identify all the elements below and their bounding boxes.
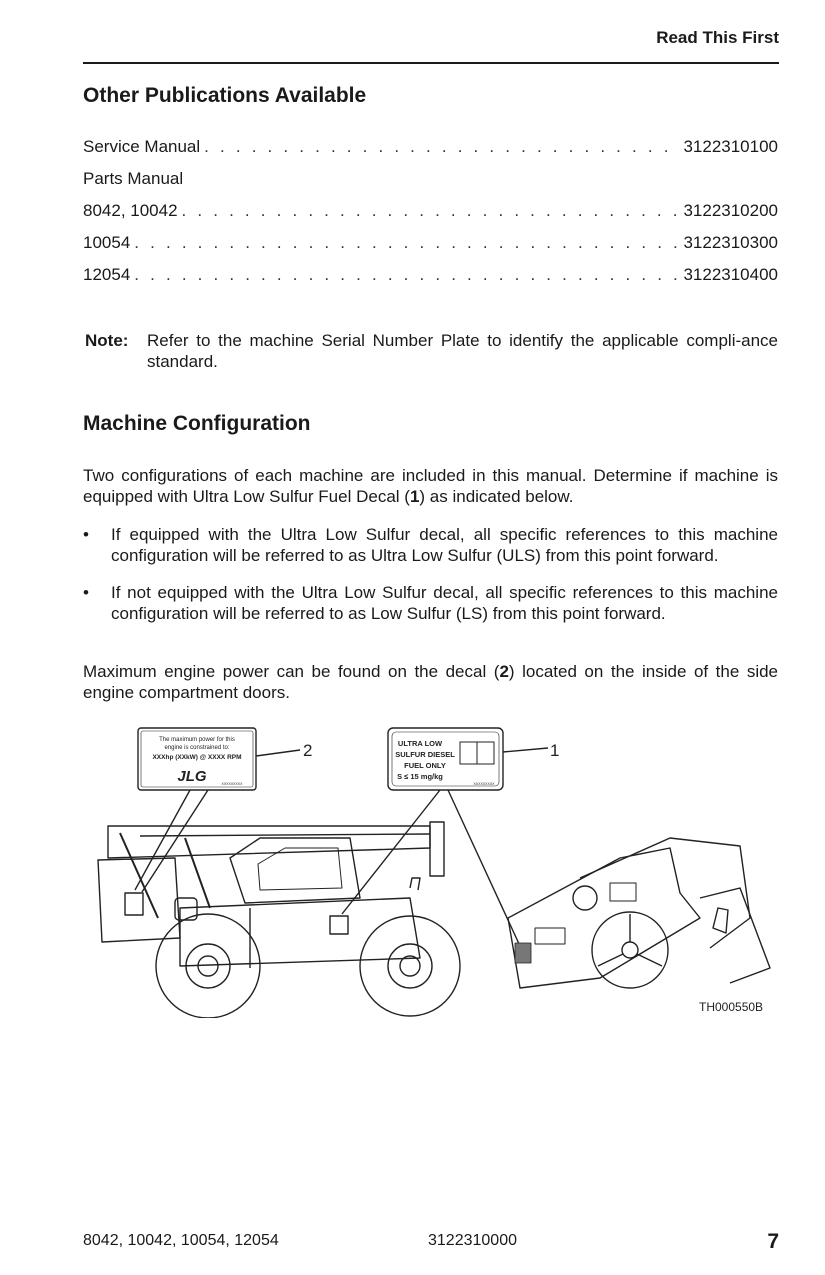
pub-row-parts-12054	[83, 265, 778, 289]
fuel-decal-line2: SULFUR DIESEL	[395, 750, 455, 759]
engine-power-paragraph	[83, 662, 778, 703]
bullet-text: If not equipped with the Ultra Low Sulfur decal, all specific references to this machine configuration will be referred to as Low Sulfur (LS) from this point forward.	[111, 583, 778, 623]
power-end: ) located on the inside of the side engine compartment doors.	[83, 662, 779, 702]
dot-leader	[134, 265, 679, 285]
header-rule	[83, 62, 779, 64]
bullet-ls	[83, 583, 778, 624]
power-decal-line2: engine is constrained to:	[164, 745, 230, 751]
pub-row-service	[83, 137, 778, 161]
pub-name: 8042, 10042	[83, 201, 178, 220]
intro-text: Two configurations of each machine are included in this manual. Determine if machine is equipped with Ultra Low Sulfur Fuel Decal (	[83, 466, 778, 506]
page-number: 7	[767, 1230, 779, 1253]
dot-leader	[134, 233, 679, 253]
machine-decal-figure	[80, 718, 780, 1018]
intro-ref: 1	[409, 486, 420, 506]
configuration-title: Machine Configuration	[83, 412, 311, 435]
front-wheel	[360, 916, 460, 1016]
note-text: Refer to the machine Serial Number Plate to identify the applicable compli-ance standard.	[147, 331, 778, 371]
bullet-mark: •	[83, 583, 89, 602]
pub-row-parts-10054	[83, 233, 778, 257]
pub-number: 3122310400	[683, 265, 778, 284]
parts-manual-heading: Parts Manual	[83, 169, 184, 188]
callout-1: 1	[550, 741, 560, 760]
fuel-decal-line4: S ≤ 15 mg/kg	[397, 772, 443, 781]
power-decal-line3: XXXhp (XXkW) @ XXXX RPM	[152, 754, 242, 761]
configuration-intro	[83, 466, 778, 507]
footer-models: 8042, 10042, 10054, 12054	[83, 1232, 279, 1249]
pub-row-parts-8042	[83, 201, 778, 225]
fuel-decal-line3: FUEL ONLY	[404, 761, 446, 770]
dot-leader	[182, 201, 680, 221]
pub-name: 10054	[83, 233, 131, 252]
pub-number: 3122310200	[683, 201, 778, 220]
bullet-mark: •	[83, 525, 89, 544]
fuel-decal-line1: ULTRA LOW	[397, 739, 443, 748]
figure-id: TH000550B	[699, 1000, 764, 1014]
power-decal-line1: The maximum power for this	[159, 737, 235, 743]
jlg-logo: JLG	[177, 768, 207, 785]
callout-2: 2	[303, 741, 313, 760]
power-ref: 2	[499, 662, 509, 681]
intro-end: ) as indicated below.	[419, 486, 574, 506]
bullet-text: If equipped with the Ultra Low Sulfur decal, all specific references to this machine configuration will be referred to as Ultra Low Sulfur (ULS) from this point forward.	[111, 525, 778, 565]
header-title: Read This First	[656, 28, 779, 47]
publications-title: Other Publications Available	[83, 84, 367, 107]
power-text: Maximum engine power can be found on the decal (	[83, 662, 500, 681]
pub-number: 3122310300	[683, 233, 778, 252]
fuel-decal-part: XXXXXXXXX	[473, 782, 495, 786]
pub-name: 12054	[83, 265, 131, 284]
note	[85, 330, 778, 372]
dot-leader	[204, 137, 679, 157]
pub-number: 3122310100	[683, 137, 778, 156]
rear-wheel	[156, 914, 260, 1018]
pub-name: Service Manual	[83, 137, 201, 156]
power-decal-part: XXXXXXXXX	[221, 782, 243, 786]
footer-doc-number: 3122310000	[428, 1232, 517, 1249]
note-label: Note:	[85, 331, 129, 350]
bullet-uls	[83, 525, 778, 566]
